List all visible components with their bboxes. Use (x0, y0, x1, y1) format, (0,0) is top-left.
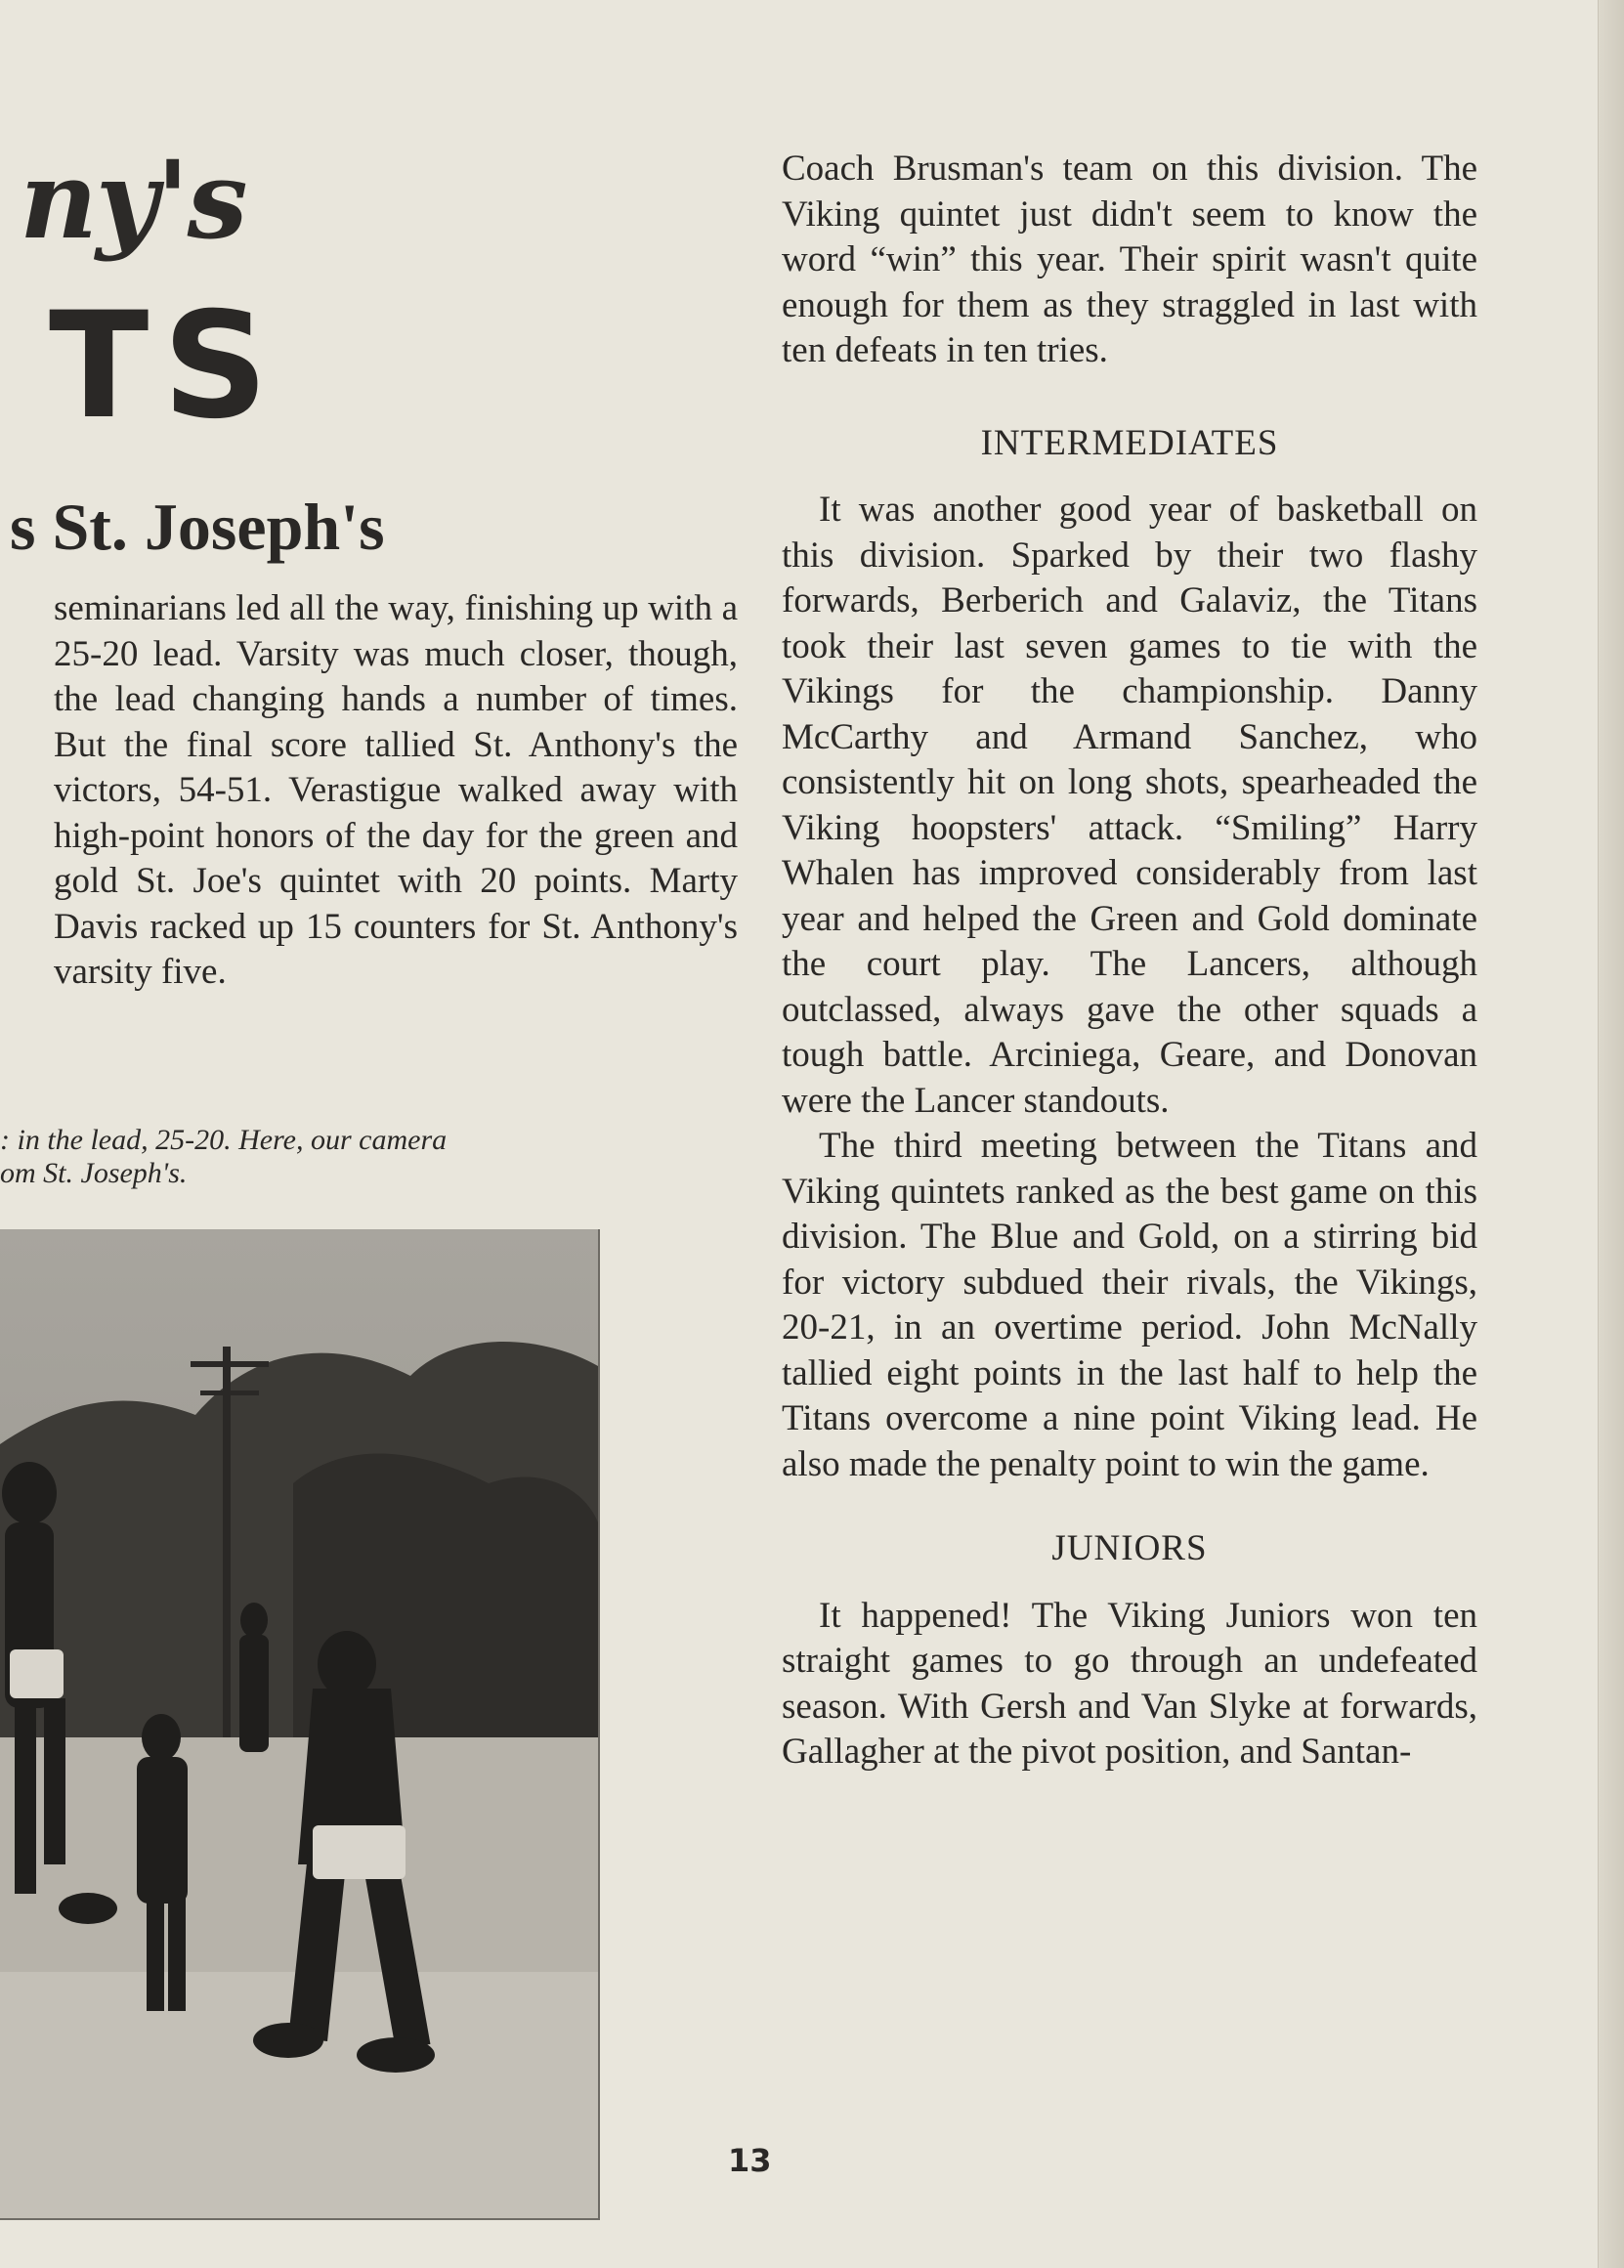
basketball-photo-image (0, 1229, 598, 2218)
page-edge (1598, 0, 1624, 2268)
juniors-paragraph-1: It happened! The Viking Juniors won ten straight games to go through an undefeated season. With Gersh and Van Slyke at forwards, Gallagher at the pivot position, and Santan- (782, 1595, 1477, 1772)
caption-line-1: : in the lead, 25-20. Here, our camera (0, 1124, 448, 1156)
intermediates-paragraph-2: The third meeting between the Titans and Viking quintets ranked as the best game on this division. The Blue and Gold, on a stirring bid for victory subdued their rivals, the Vikings, 20-21, in an overtime period. John McNally tallied eight points in the last half to help the Titans overcome a nine point Viking lead. He also made the penalty point to win the game. (782, 1126, 1477, 1484)
juniors-heading: JUNIORS (1051, 1528, 1208, 1568)
subtitle: s St. Joseph's (10, 490, 385, 564)
page-number: 13 (728, 2142, 772, 2179)
script-title-fragment: ny's (20, 137, 246, 263)
left-column (54, 586, 738, 996)
right-column (782, 147, 1477, 1776)
intro-paragraph: Coach Brusman's team on this division. The Viking quintet just didn't seem to know the word “win” this year. Their spirit wasn't quite enough for them as they straggled in last with ten defeats in ten tries. (782, 149, 1477, 370)
photo-caption (0, 1124, 606, 1190)
intermediates-paragraph-1: It was another good year of basketball on this division. Sparked by their two flashy forwards, Berberich and Galaviz, the Titans took their last seven games to tie with the Vikings for the championship. Danny McCarthy and Armand Sanchez, who consistently hit on long shots, spearheaded the Viking hoopsters' attack. “Smiling” Harry Whalen has improved considerably from last year and helped the Green and Gold dominate the court play. The Lancers, although outclassed, always gave the other squads a tough battle. Arciniega, Geare, and Donovan were the Lancer standouts. (782, 490, 1477, 1121)
intermediates-heading: INTERMEDIATES (980, 422, 1279, 463)
large-title-letters: TS (49, 281, 282, 451)
caption-line-2: om St. Joseph's. (0, 1157, 188, 1189)
left-paragraph: seminarians led all the way, finishing up with a 25-20 lead. Varsity was much closer, though, the lead changing hands a number of times. But the final score tallied St. Anthony's the victors, 54-51. Verastigue walked away with high-point honors of the day for the green and gold St. Joe's quintet with 20 points. Marty Davis racked up 15 counters for St. Anthony's varsity five. (54, 588, 738, 992)
basketball-photo (0, 1229, 600, 2220)
